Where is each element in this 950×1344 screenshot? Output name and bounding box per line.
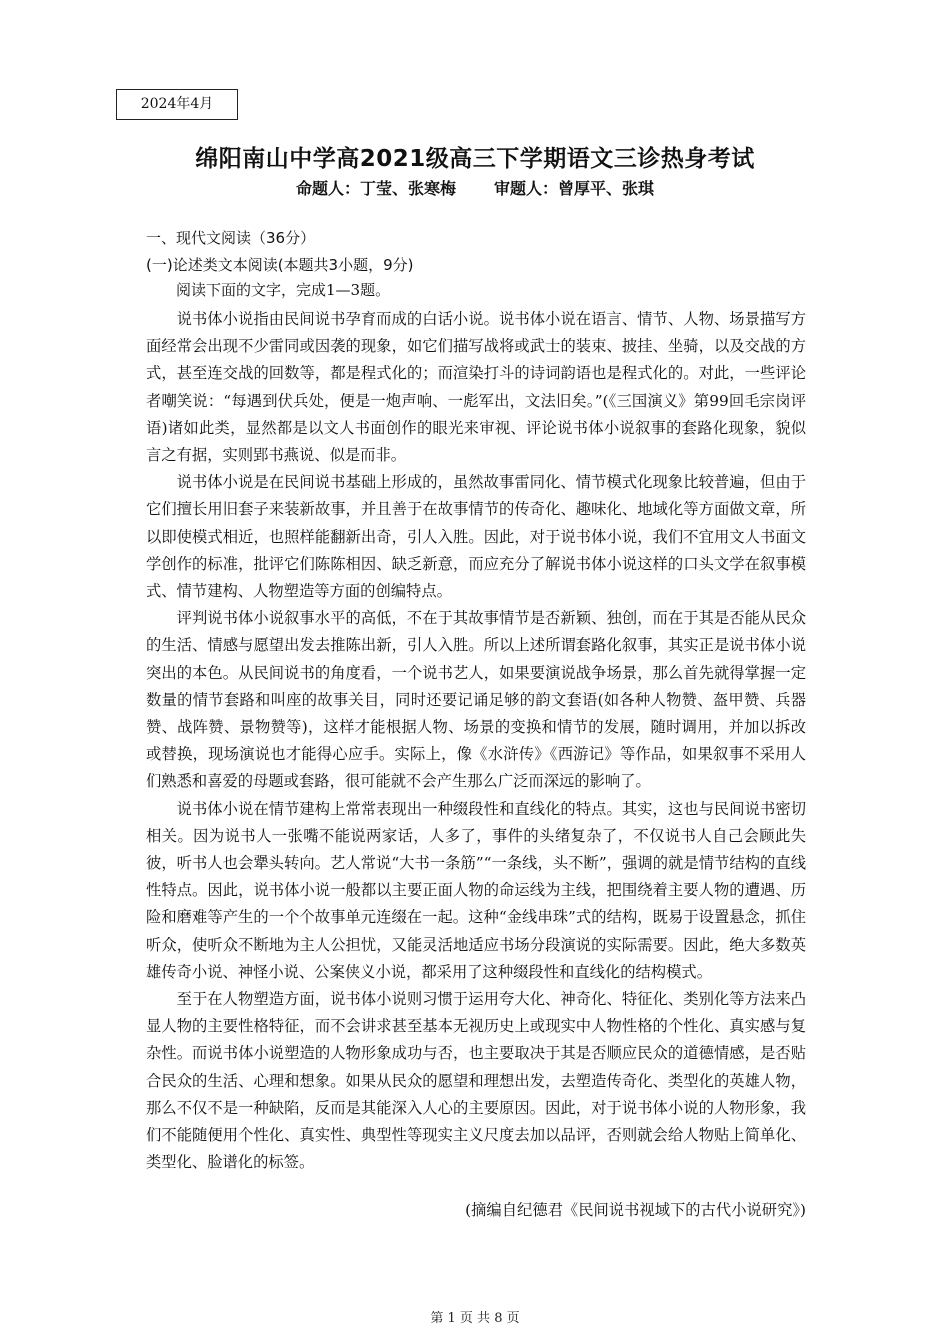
reviewers: 审题人：曾厚平、张琪 (494, 179, 655, 198)
source-citation: (摘编自纪德君《民间说书视域下的古代小说研究》) (465, 1201, 806, 1219)
article-body (146, 306, 806, 1177)
subsection-heading: (一)论述类文本阅读(本题共3小题，9分) (146, 256, 414, 274)
instruction: 阅读下面的文字，完成1—3题。 (176, 281, 391, 299)
paragraph: 至于在人物塑造方面，说书体小说则习惯于运用夸大化、神奇化、特征化、类别化等方法来凸显人物的主要性格特征，而不会讲求甚至基本无视历史上或现实中人物性格的个性化、真实感与复杂性。而说书体小说塑造的人物形象成功与否，也主要取决于其是否顺应民众的道德情感，是否贴合民众的生活、心理和想象。如果从民众的愿望和理想出发，去塑造传奇化、类型化的英雄人物，那么不仅不是一种缺陷，反而是其能深入人心的主要原因。因此，对于说书体小说的人物形象，我们不能随便用个性化、真实性、典型性等现实主义尺度去加以品评，否则就会给人物贴上简单化、类型化、脸谱化的标签。 (146, 990, 806, 1172)
paragraph: 评判说书体小说叙事水平的高低，不在于其故事情节是否新颖、独创，而在于其是否能从民众的生活、情感与愿望出发去推陈出新，引人入胜。所以上述所谓套路化叙事，其实正是说书体小说突出的本色。从民间说书的角度看，一个说书艺人，如果要演说战争场景，那么首先就得掌握一定数量的情节套路和叫座的故事关目，同时还要记诵足够的韵文套语(如各种人物赞、盔甲赞、兵器赞、战阵赞、景物赞等)，这样才能根据人物、场景的变换和情节的发展，随时调用，并加以拆改或替换，现场演说也才能得心应手。实际上，像《水浒传》《西游记》等作品，如果叙事不采用人们熟悉和喜爱的母题或套路，很可能就不会产生那么广泛而深远的影响了。 (146, 609, 806, 791)
date-box: 2024年4月 (116, 89, 238, 120)
paragraph: 说书体小说在情节建构上常常表现出一种缀段性和直线化的特点。其实，这也与民间说书密切相关。因为说书人一张嘴不能说两家话，人多了，事件的头绪复杂了，不仅说书人自己会顾此失彼，听书人也会犟头转向。艺人常说“大书一条筋”“一条线，头不断”，强调的就是情节结构的直线性特点。因此，说书体小说一般都以主要正面人物的命运线为主线，把围绕着主要人物的遭遇、历险和磨难等产生的一个个故事单元连缀在一起。这种“金线串珠”式的结构，既易于设置悬念，抓住听众，使听众不断地为主人公担忧，又能灵活地适应书场分段演说的实际需要。因此，绝大多数英雄传奇小说、神怪小说、公案侠义小说，都采用了这种缀段性和直线化的结构模式。 (146, 799, 806, 981)
exam-title: 绵阳南山中学高2021级高三下学期语文三诊热身考试 (195, 146, 755, 172)
section-heading: 一、现代文阅读（36分） (146, 229, 316, 247)
authors-line (0, 176, 950, 199)
paragraph: 说书体小说是在民间说书基础上形成的，虽然故事雷同化、情节模式化现象比较普遍，但由于它们擅长用旧套子来装新故事，并且善于在故事情节的传奇化、趣味化、地域化等方面做文章，所以即使模式相近，也照样能翻新出奇，引人入胜。因此，对于说书体小说，我们不宜用文人书面文学创作的标准，批评它们陈陈相因、缺乏新意，而应充分了解说书体小说这样的口头文学在叙事模式、情节建构、人物塑造等方面的创编特点。 (146, 473, 806, 601)
setters: 命题人：丁莹、张寒梅 (295, 179, 456, 198)
page-number: 第 1 页 共 8 页 (430, 1311, 520, 1326)
paragraph: 说书体小说指由民间说书孕育而成的白话小说。说书体小说在语言、情节、人物、场景描写方面经常会出现不少雷同或因袭的现象，如它们描写战将或武士的装束、披挂、坐骑，以及交战的方式，甚至连交战的回数等，都是程式化的；而渲染打斗的诗词韵语也是程式化的。对此，一些评论者嘲笑说：“每遇到伏兵处，便是一炮声响、一彪军出，文法旧矣。”(《三国演义》第99回毛宗岗评语)诸如此类，显然都是以文人书面创作的眼光来审视、评论说书体小说叙事的套路化现象，貌似言之有据，实则郢书燕说、似是而非。 (146, 310, 806, 465)
